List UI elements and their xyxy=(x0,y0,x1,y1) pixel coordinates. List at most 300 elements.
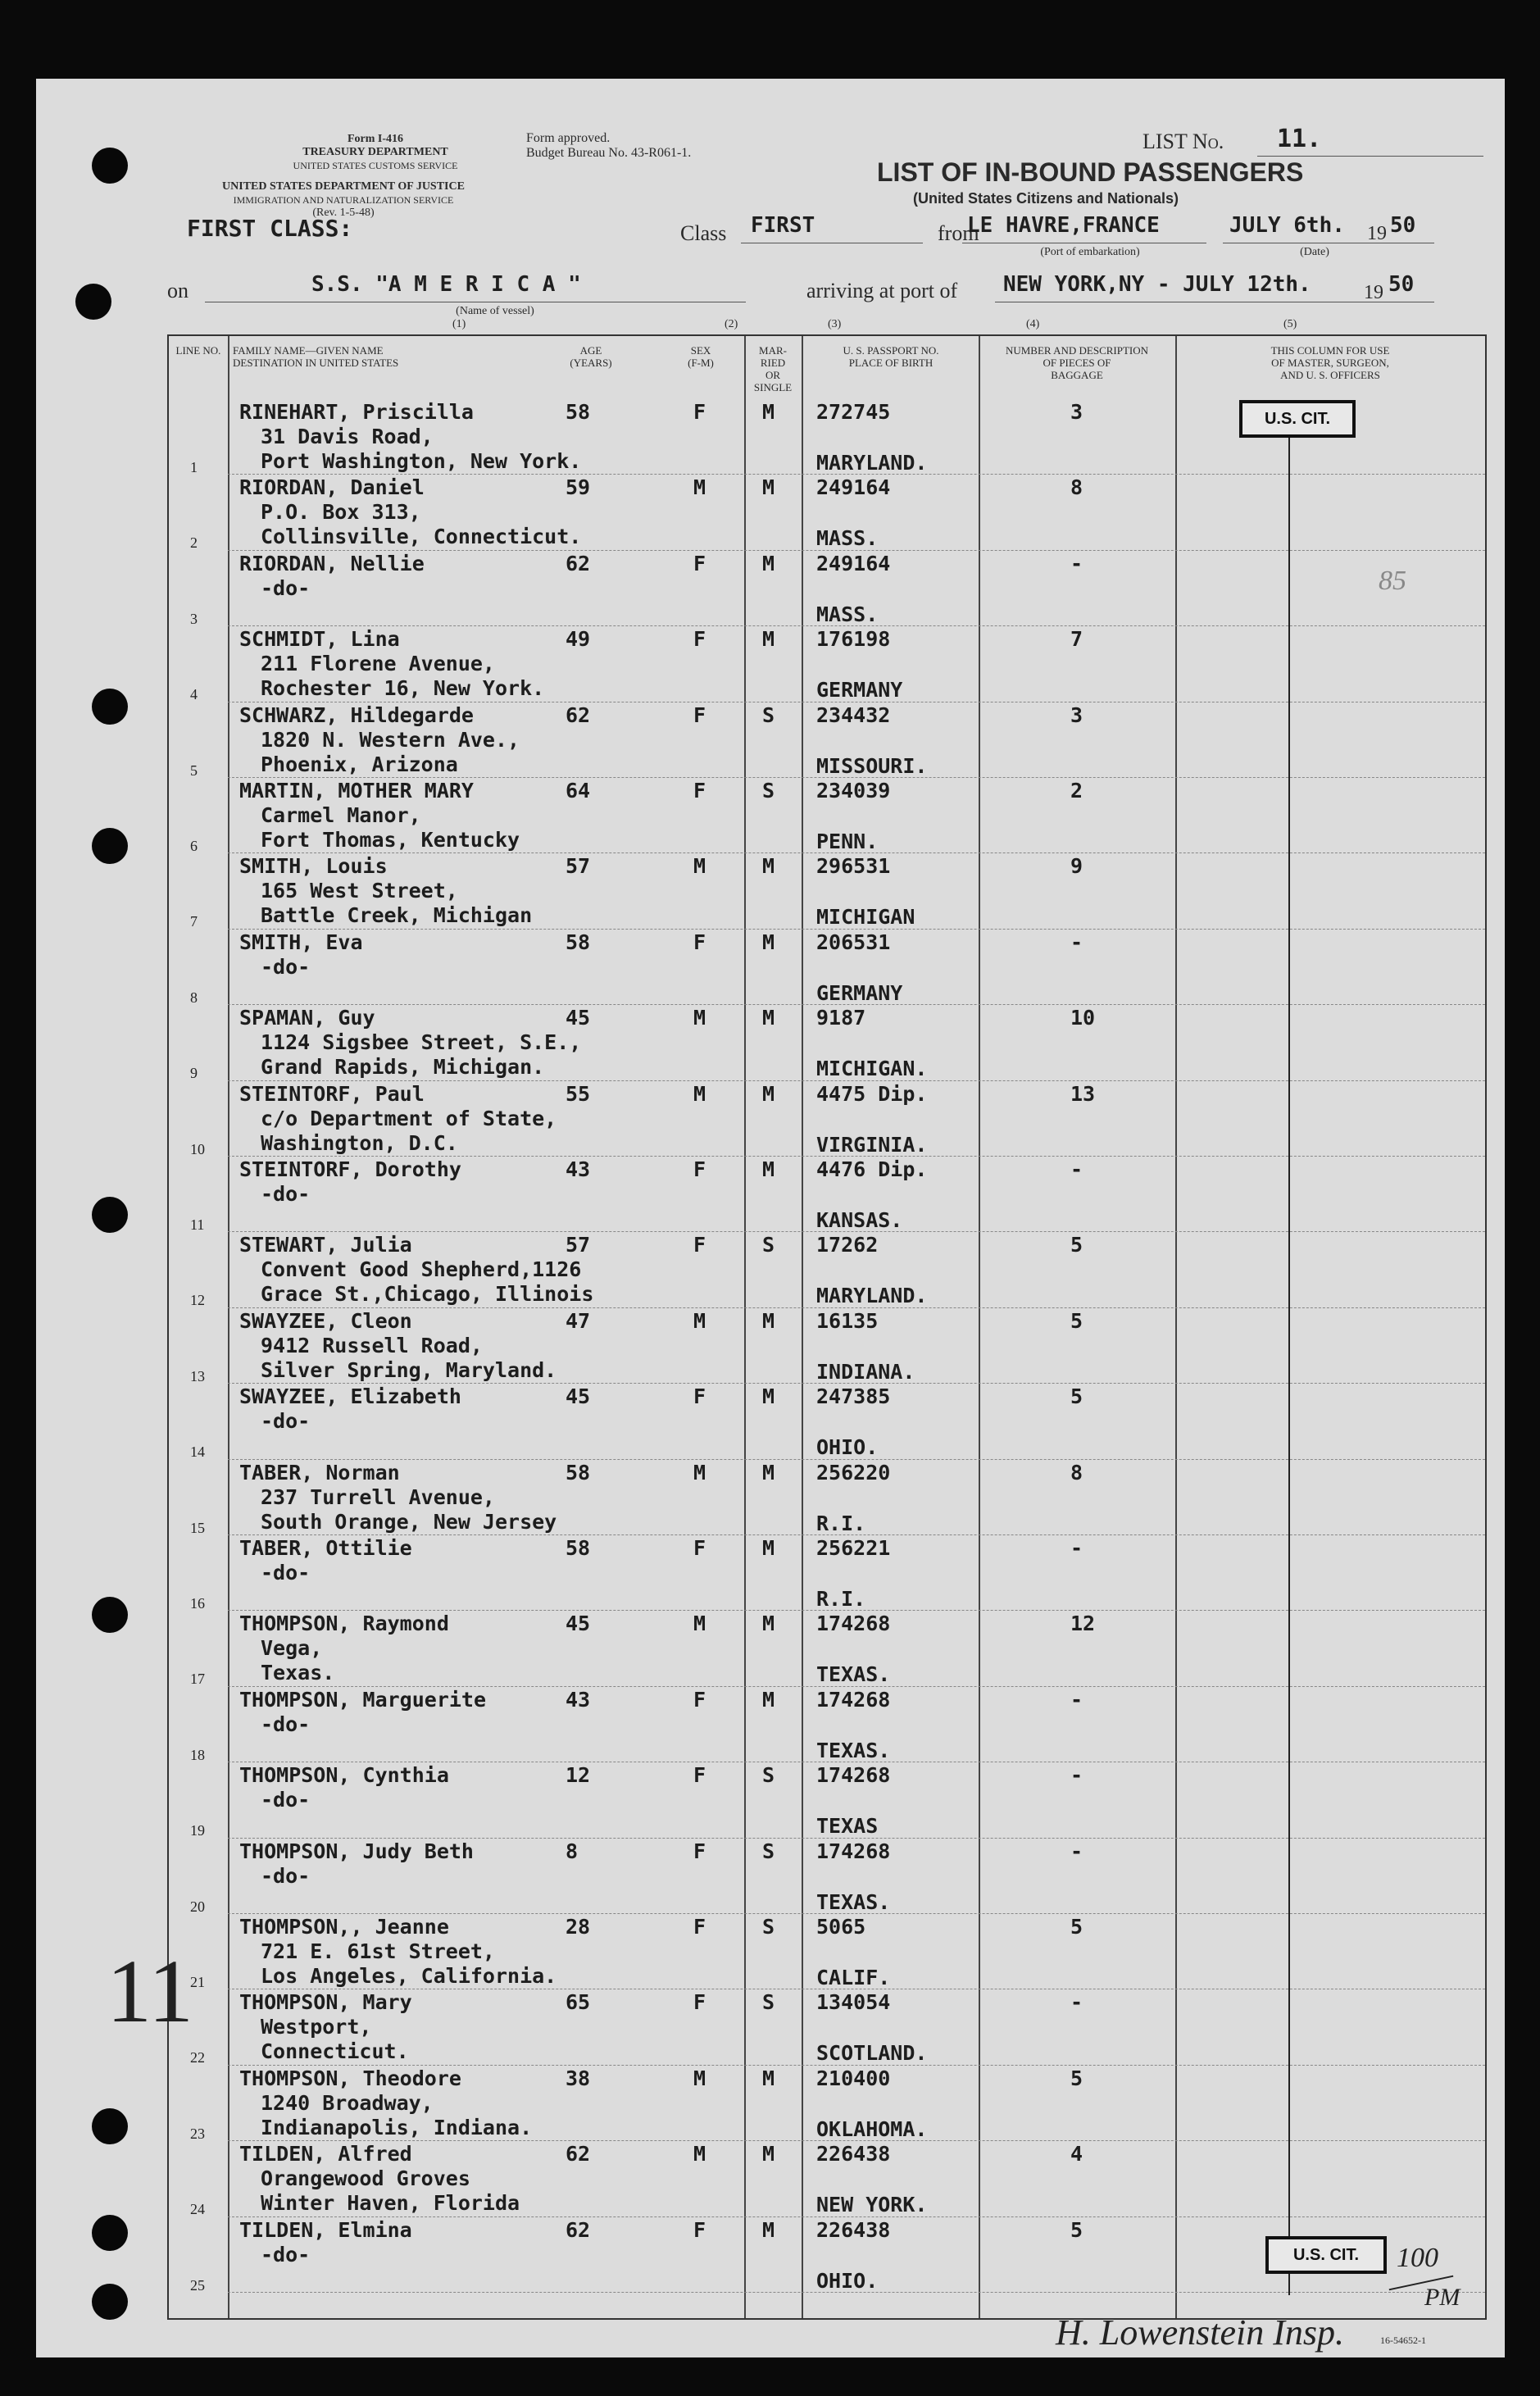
passenger-sex: M xyxy=(693,1460,706,1484)
passenger-baggage: 4 xyxy=(1070,2142,1083,2166)
passenger-name: THOMPSON,, Jeanne xyxy=(239,1915,449,1939)
passenger-passport: 4475 Dip. xyxy=(816,1081,928,1106)
punch-hole xyxy=(92,148,128,184)
row-divider xyxy=(228,474,1485,475)
passenger-marital: M xyxy=(762,854,775,879)
passenger-age: 38 xyxy=(566,2066,591,2090)
passenger-age: 62 xyxy=(566,2142,591,2166)
date-note: (Date) xyxy=(1300,246,1329,258)
passenger-address: 1124 Sigsbee Street, S.E., xyxy=(261,1030,582,1055)
col-head-officers: THIS COLUMN FOR USE OF MASTER, SURGEON, AND U. S. OFFICERS xyxy=(1270,344,1390,381)
passenger-passport: 234039 xyxy=(816,779,891,802)
arriving-label: arriving at port of xyxy=(806,279,958,302)
line-number: 23 xyxy=(190,2125,205,2142)
line-number: 13 xyxy=(190,1367,205,1384)
passenger-baggage: 8 xyxy=(1070,1460,1083,1484)
passenger-birthplace: TEXAS. xyxy=(816,1662,891,1687)
list-no-value: 11. xyxy=(1277,125,1322,153)
passenger-birthplace: TEXAS xyxy=(816,1814,879,1839)
passenger-age: 62 xyxy=(566,2217,591,2242)
passenger-baggage: - xyxy=(1070,1763,1083,1788)
class-value: FIRST xyxy=(751,213,815,238)
passenger-birthplace: MICHIGAN. xyxy=(816,1057,928,1081)
passenger-address: Battle Creek, Michigan xyxy=(261,903,533,928)
passenger-name: THOMPSON, Mary xyxy=(239,1990,412,2015)
passenger-age: 62 xyxy=(566,702,591,727)
passenger-marital: M xyxy=(762,1612,775,1636)
row-divider xyxy=(228,1459,1485,1460)
passenger-name: SCHMIDT, Lina xyxy=(239,627,400,652)
line-number: 20 xyxy=(190,1898,205,1915)
passenger-sex: M xyxy=(693,2142,706,2166)
passenger-passport: 9187 xyxy=(816,1006,866,1030)
passenger-age: 28 xyxy=(566,1915,591,1939)
passenger-name: SMITH, Louis xyxy=(239,854,388,879)
line-number: 4 xyxy=(190,686,198,703)
passenger-address: -do- xyxy=(261,1561,311,1584)
passenger-age: 55 xyxy=(566,1081,591,1106)
passenger-name: STEWART, Julia xyxy=(239,1233,412,1257)
arr-year-suffix: 50 xyxy=(1388,272,1415,297)
line-number: 11 xyxy=(190,1216,205,1233)
footer-code: 16-54652-1 xyxy=(1380,2335,1426,2346)
passenger-passport: 247385 xyxy=(816,1384,891,1409)
passenger-address: 721 E. 61st Street, xyxy=(261,1939,495,1963)
form-approved: Form approved. xyxy=(526,131,611,145)
passenger-marital: S xyxy=(762,1839,775,1863)
passenger-address: Rochester 16, New York. xyxy=(261,676,545,701)
line-number: 22 xyxy=(190,2049,205,2066)
passenger-sex: M xyxy=(693,1081,706,1106)
passenger-marital: M xyxy=(762,2142,775,2166)
row-divider xyxy=(228,1383,1485,1384)
col-head-name: FAMILY NAME—GIVEN NAME DESTINATION IN UNITED STATES xyxy=(233,344,399,369)
passenger-passport: 206531 xyxy=(816,930,891,954)
margin-number: 85 xyxy=(1379,566,1406,596)
passenger-sex: F xyxy=(693,1157,706,1181)
passenger-address: -do- xyxy=(261,1182,311,1206)
passenger-baggage: 5 xyxy=(1070,1308,1083,1333)
passenger-address: -do- xyxy=(261,954,311,979)
passenger-passport: 249164 xyxy=(816,475,891,500)
passenger-marital: S xyxy=(762,779,775,802)
passenger-birthplace: R.I. xyxy=(816,1511,866,1535)
passenger-baggage: 5 xyxy=(1070,1233,1083,1257)
punch-hole xyxy=(92,828,128,864)
passenger-passport: 249164 xyxy=(816,551,891,575)
passenger-age: 59 xyxy=(566,475,591,500)
passenger-age: 49 xyxy=(566,627,591,652)
passenger-marital: M xyxy=(762,2217,775,2242)
passenger-sex: F xyxy=(693,2217,706,2242)
passenger-sex: F xyxy=(693,1839,706,1863)
passenger-name: SCHWARZ, Hildegarde xyxy=(239,702,474,727)
passenger-birthplace: TEXAS. xyxy=(816,1738,891,1762)
passenger-passport: 226438 xyxy=(816,2142,891,2166)
punch-hole xyxy=(92,2215,128,2251)
passenger-sex: F xyxy=(693,1233,706,1257)
passenger-age: 58 xyxy=(566,1460,591,1484)
passenger-address: -do- xyxy=(261,575,311,600)
col-head-married: MAR- RIED OR SINGLE xyxy=(753,344,793,393)
passenger-marital: S xyxy=(762,702,775,727)
passenger-sex: M xyxy=(693,475,706,500)
inspector-signature: H. Lowenstein Insp. xyxy=(1056,2312,1344,2353)
passenger-birthplace: MARYLAND. xyxy=(816,451,928,475)
passenger-birthplace: VIRGINIA. xyxy=(816,1132,928,1157)
passenger-birthplace: KANSAS. xyxy=(816,1208,903,1232)
line-number: 5 xyxy=(190,762,198,779)
passenger-marital: M xyxy=(762,1308,775,1333)
passenger-age: 58 xyxy=(566,400,591,424)
line-number: 18 xyxy=(190,1746,205,1763)
passenger-marital: M xyxy=(762,400,775,424)
passenger-marital: M xyxy=(762,475,775,500)
passenger-birthplace: CALIF. xyxy=(816,1966,891,1989)
passenger-baggage: - xyxy=(1070,1536,1083,1560)
passenger-sex: F xyxy=(693,400,706,424)
row-divider xyxy=(228,929,1485,930)
passenger-birthplace: NEW YORK. xyxy=(816,2193,928,2217)
class-label: Class xyxy=(680,221,727,245)
passenger-birthplace: MASS. xyxy=(816,602,879,626)
side-mark: 11 xyxy=(107,1941,193,2041)
col-num-2: (2) xyxy=(725,318,738,330)
from-label: from xyxy=(938,221,979,245)
line-number: 8 xyxy=(190,989,198,1006)
passenger-birthplace: INDIANA. xyxy=(816,1359,915,1384)
row-divider xyxy=(228,2140,1485,2141)
passenger-birthplace: MASS. xyxy=(816,526,879,551)
passenger-passport: 256220 xyxy=(816,1460,891,1484)
row-divider xyxy=(228,1307,1485,1308)
passenger-name: SWAYZEE, Elizabeth xyxy=(239,1384,461,1409)
passenger-name: THOMPSON, Judy Beth xyxy=(239,1839,474,1863)
row-divider xyxy=(228,1610,1485,1611)
col-num-3: (3) xyxy=(828,318,842,330)
passenger-marital: M xyxy=(762,1384,775,1409)
passenger-passport: 234432 xyxy=(816,702,891,727)
passenger-address: 1820 N. Western Ave., xyxy=(261,727,520,752)
passenger-age: 62 xyxy=(566,551,591,575)
passenger-address: -do- xyxy=(261,1863,311,1888)
year-suffix: 50 xyxy=(1390,213,1416,238)
passenger-age: 57 xyxy=(566,1233,591,1257)
passenger-address: Grand Rapids, Michigan. xyxy=(261,1055,545,1080)
passenger-address: Vega, xyxy=(261,1636,323,1661)
passenger-address: Convent Good Shepherd,1126 xyxy=(261,1257,582,1282)
line-number: 16 xyxy=(190,1595,205,1612)
line-number: 19 xyxy=(190,1822,205,1839)
list-no-underline xyxy=(1257,156,1483,157)
passenger-name: MARTIN, MOTHER MARY xyxy=(239,779,474,802)
passenger-address: 211 Florene Avenue, xyxy=(261,652,495,676)
passenger-address: Fort Thomas, Kentucky xyxy=(261,828,520,852)
passenger-sex: M xyxy=(693,1308,706,1333)
passenger-age: 43 xyxy=(566,1687,591,1712)
passenger-passport: 174268 xyxy=(816,1612,891,1636)
passenger-sex: F xyxy=(693,1536,706,1560)
passenger-birthplace: OHIO. xyxy=(816,1435,879,1460)
passenger-marital: M xyxy=(762,1081,775,1106)
passenger-marital: M xyxy=(762,1536,775,1560)
passenger-name: SMITH, Eva xyxy=(239,930,363,954)
passenger-name: THOMPSON, Raymond xyxy=(239,1612,449,1636)
passenger-sex: F xyxy=(693,702,706,727)
passenger-birthplace: R.I. xyxy=(816,1587,866,1611)
line-number: 12 xyxy=(190,1292,205,1309)
passenger-marital: M xyxy=(762,2066,775,2090)
passenger-birthplace: PENN. xyxy=(816,830,879,853)
punch-hole xyxy=(92,689,128,725)
passenger-name: TABER, Norman xyxy=(239,1460,400,1484)
line-number: 24 xyxy=(190,2201,205,2218)
passenger-address: -do- xyxy=(261,2242,311,2266)
passenger-age: 8 xyxy=(566,1839,579,1863)
passenger-address: 165 West Street, xyxy=(261,879,458,903)
passenger-baggage: 3 xyxy=(1070,702,1083,727)
row-divider xyxy=(228,1838,1485,1839)
passenger-baggage: - xyxy=(1070,551,1083,575)
passenger-passport: 5065 xyxy=(816,1915,866,1939)
arriving-value: NEW YORK,NY - JULY 12th. xyxy=(1003,272,1311,297)
passenger-birthplace: MICHIGAN xyxy=(816,905,915,930)
passenger-address: 31 Davis Road, xyxy=(261,425,434,448)
passenger-baggage: 12 xyxy=(1070,1612,1096,1636)
passenger-marital: S xyxy=(762,1233,775,1257)
col-head-sex: SEX (F-M) xyxy=(688,344,714,369)
line-number: 25 xyxy=(190,2276,205,2294)
passenger-address: 9412 Russell Road, xyxy=(261,1333,483,1357)
punch-hole xyxy=(92,1197,128,1233)
customs-service: UNITED STATES CUSTOMS SERVICE xyxy=(293,160,458,171)
passenger-name: RINEHART, Priscilla xyxy=(239,400,474,424)
passenger-name: TILDEN, Elmina xyxy=(239,2217,412,2242)
justice-dept: UNITED STATES DEPARTMENT OF JUSTICE xyxy=(222,180,465,193)
embark-note: (Port of embarkation) xyxy=(1040,246,1140,258)
passenger-sex: M xyxy=(693,1006,706,1030)
passenger-marital: M xyxy=(762,1157,775,1181)
line-number: 10 xyxy=(190,1140,205,1157)
passenger-baggage: 3 xyxy=(1070,400,1083,424)
passenger-age: 12 xyxy=(566,1763,591,1788)
passenger-sex: F xyxy=(693,1763,706,1788)
passenger-age: 43 xyxy=(566,1157,591,1181)
passenger-marital: S xyxy=(762,1763,775,1788)
passenger-age: 45 xyxy=(566,1006,591,1030)
passenger-name: THOMPSON, Theodore xyxy=(239,2066,461,2090)
passenger-passport: 210400 xyxy=(816,2066,891,2090)
passenger-sex: F xyxy=(693,1915,706,1939)
passenger-name: RIORDAN, Daniel xyxy=(239,475,425,500)
row-divider xyxy=(228,1534,1485,1535)
line-number: 7 xyxy=(190,913,198,930)
from-value: LE HAVRE,FRANCE xyxy=(967,213,1160,238)
passenger-address: -do- xyxy=(261,1712,311,1736)
row-divider xyxy=(228,2216,1485,2217)
row-divider xyxy=(228,550,1485,551)
passenger-address: Carmel Manor, xyxy=(261,803,421,827)
passenger-address: South Orange, New Jersey xyxy=(261,1509,557,1534)
passenger-address: Westport, xyxy=(261,2015,372,2039)
fraction-top: 100 xyxy=(1397,2243,1438,2273)
year-prefix: 19 xyxy=(1367,223,1387,244)
passenger-baggage: 5 xyxy=(1070,1384,1083,1409)
passenger-address: P.O. Box 313, xyxy=(261,500,421,525)
passenger-passport: 174268 xyxy=(816,1687,891,1712)
budget-bureau: Budget Bureau No. 43-R061-1. xyxy=(526,146,692,160)
passenger-sex: F xyxy=(693,1990,706,2015)
passenger-passport: 4476 Dip. xyxy=(816,1157,928,1181)
row-divider xyxy=(228,1913,1485,1914)
passenger-marital: M xyxy=(762,1460,775,1484)
passenger-baggage: 5 xyxy=(1070,2066,1083,2090)
passenger-address: Orangewood Groves xyxy=(261,2166,470,2191)
passenger-sex: F xyxy=(693,551,706,575)
col-num-5: (5) xyxy=(1283,318,1297,330)
passenger-address: 237 Turrell Avenue, xyxy=(261,1484,495,1509)
passenger-marital: M xyxy=(762,551,775,575)
form-title: LIST OF IN-BOUND PASSENGERS xyxy=(877,157,1304,187)
passenger-name: RIORDAN, Nellie xyxy=(239,551,425,575)
passenger-name: TABER, Ottilie xyxy=(239,1536,412,1560)
passenger-sex: F xyxy=(693,779,706,802)
passenger-passport: 226438 xyxy=(816,2217,891,2242)
row-divider xyxy=(228,1080,1485,1081)
passenger-table xyxy=(167,334,1487,2320)
punch-hole xyxy=(92,2284,128,2320)
passenger-birthplace: GERMANY xyxy=(816,678,903,702)
passenger-baggage: 2 xyxy=(1070,779,1083,802)
vessel-name: S.S. "A M E R I C A " xyxy=(311,272,581,297)
punch-hole xyxy=(92,1597,128,1633)
officer-check-line xyxy=(1288,410,1290,2295)
passenger-marital: M xyxy=(762,1006,775,1030)
passenger-baggage: 9 xyxy=(1070,854,1083,879)
passenger-name: STEINTORF, Paul xyxy=(239,1081,425,1106)
col-head-passport: U. S. PASSPORT NO. PLACE OF BIRTH xyxy=(843,344,939,369)
row-divider xyxy=(228,1004,1485,1005)
form-revision: (Rev. 1-5-48) xyxy=(312,207,375,219)
passenger-baggage: - xyxy=(1070,1687,1083,1712)
col-head-line: LINE NO. xyxy=(175,344,221,357)
passenger-marital: S xyxy=(762,1915,775,1939)
passenger-baggage: - xyxy=(1070,1839,1083,1863)
row-divider xyxy=(228,852,1485,853)
passenger-baggage: 5 xyxy=(1070,1915,1083,1939)
passenger-baggage: 7 xyxy=(1070,627,1083,652)
passenger-address: Indianapolis, Indiana. xyxy=(261,2115,533,2139)
passenger-age: 65 xyxy=(566,1990,591,2015)
passenger-passport: 174268 xyxy=(816,1763,891,1788)
form-subtitle: (United States Citizens and Nationals) xyxy=(913,190,1179,207)
passenger-address: Grace St.,Chicago, Illinois xyxy=(261,1282,594,1307)
passenger-baggage: 13 xyxy=(1070,1081,1096,1106)
passenger-name: THOMPSON, Marguerite xyxy=(239,1687,487,1712)
passenger-sex: F xyxy=(693,930,706,954)
manifest-sheet xyxy=(36,79,1505,2357)
passenger-marital: M xyxy=(762,1687,775,1712)
passenger-birthplace: MISSOURI. xyxy=(816,753,928,778)
passenger-sex: M xyxy=(693,1612,706,1636)
vessel-note: (Name of vessel) xyxy=(456,305,534,317)
row-divider xyxy=(228,2292,1485,2293)
passenger-baggage: - xyxy=(1070,1990,1083,2015)
line-number: 15 xyxy=(190,1519,205,1536)
on-label: on xyxy=(167,279,189,302)
punch-hole xyxy=(75,284,111,320)
passenger-marital: M xyxy=(762,627,775,652)
passenger-age: 58 xyxy=(566,930,591,954)
passenger-address: Port Washington, New York. xyxy=(261,449,582,473)
passenger-birthplace: GERMANY xyxy=(816,980,903,1005)
passenger-age: 64 xyxy=(566,779,591,802)
row-divider xyxy=(228,1231,1485,1232)
row-divider xyxy=(228,625,1485,626)
passenger-address: Winter Haven, Florida xyxy=(261,2191,520,2216)
passenger-sex: F xyxy=(693,1687,706,1712)
passenger-passport: 256221 xyxy=(816,1536,891,1560)
row-divider xyxy=(228,1156,1485,1157)
passenger-name: SPAMAN, Guy xyxy=(239,1006,375,1030)
passenger-address: Los Angeles, California. xyxy=(261,1964,557,1988)
passenger-baggage: 5 xyxy=(1070,2217,1083,2242)
passenger-birthplace: MARYLAND. xyxy=(816,1284,928,1308)
line-number: 9 xyxy=(190,1065,198,1082)
passenger-marital: M xyxy=(762,930,775,954)
passenger-address: c/o Department of State, xyxy=(261,1106,557,1130)
line-number: 6 xyxy=(190,838,198,854)
passenger-age: 45 xyxy=(566,1384,591,1409)
passenger-name: TILDEN, Alfred xyxy=(239,2142,412,2166)
form-number: Form I-416 xyxy=(347,133,404,145)
arr-year-prefix: 19 xyxy=(1364,282,1383,303)
passenger-birthplace: SCOTLAND. xyxy=(816,2041,928,2066)
date-value: JULY 6th. xyxy=(1229,213,1345,238)
passenger-passport: 176198 xyxy=(816,627,891,652)
passenger-passport: 17262 xyxy=(816,1233,879,1257)
line-number: 14 xyxy=(190,1444,205,1461)
passenger-address: Washington, D.C. xyxy=(261,1130,458,1155)
passenger-age: 58 xyxy=(566,1536,591,1560)
passenger-address: Connecticut. xyxy=(261,2039,409,2064)
row-divider xyxy=(228,2065,1485,2066)
punch-hole xyxy=(92,2108,128,2144)
passenger-sex: M xyxy=(693,2066,706,2090)
passenger-marital: S xyxy=(762,1990,775,2015)
line-number: 17 xyxy=(190,1671,205,1688)
passenger-address: Texas. xyxy=(261,1661,335,1685)
passenger-name: STEINTORF, Dorothy xyxy=(239,1157,461,1181)
passenger-address: Phoenix, Arizona xyxy=(261,752,458,776)
line-number: 3 xyxy=(190,610,198,627)
col-head-baggage: NUMBER AND DESCRIPTION OF PIECES OF BAGGAGE xyxy=(1005,344,1149,381)
passenger-sex: M xyxy=(693,854,706,879)
passenger-baggage: - xyxy=(1070,930,1083,954)
passenger-passport: 174268 xyxy=(816,1839,891,1863)
passenger-age: 57 xyxy=(566,854,591,879)
passenger-age: 47 xyxy=(566,1308,591,1333)
row-divider xyxy=(228,777,1485,778)
passenger-passport: 16135 xyxy=(816,1308,879,1333)
passenger-name: SWAYZEE, Cleon xyxy=(239,1308,412,1333)
passenger-address: Collinsville, Connecticut. xyxy=(261,525,582,549)
passenger-birthplace: OHIO. xyxy=(816,2268,879,2293)
passenger-birthplace: TEXAS. xyxy=(816,1889,891,1914)
passenger-sex: F xyxy=(693,1384,706,1409)
citizen-stamp-top: U.S. CIT. xyxy=(1239,400,1356,438)
passenger-passport: 272745 xyxy=(816,400,891,424)
